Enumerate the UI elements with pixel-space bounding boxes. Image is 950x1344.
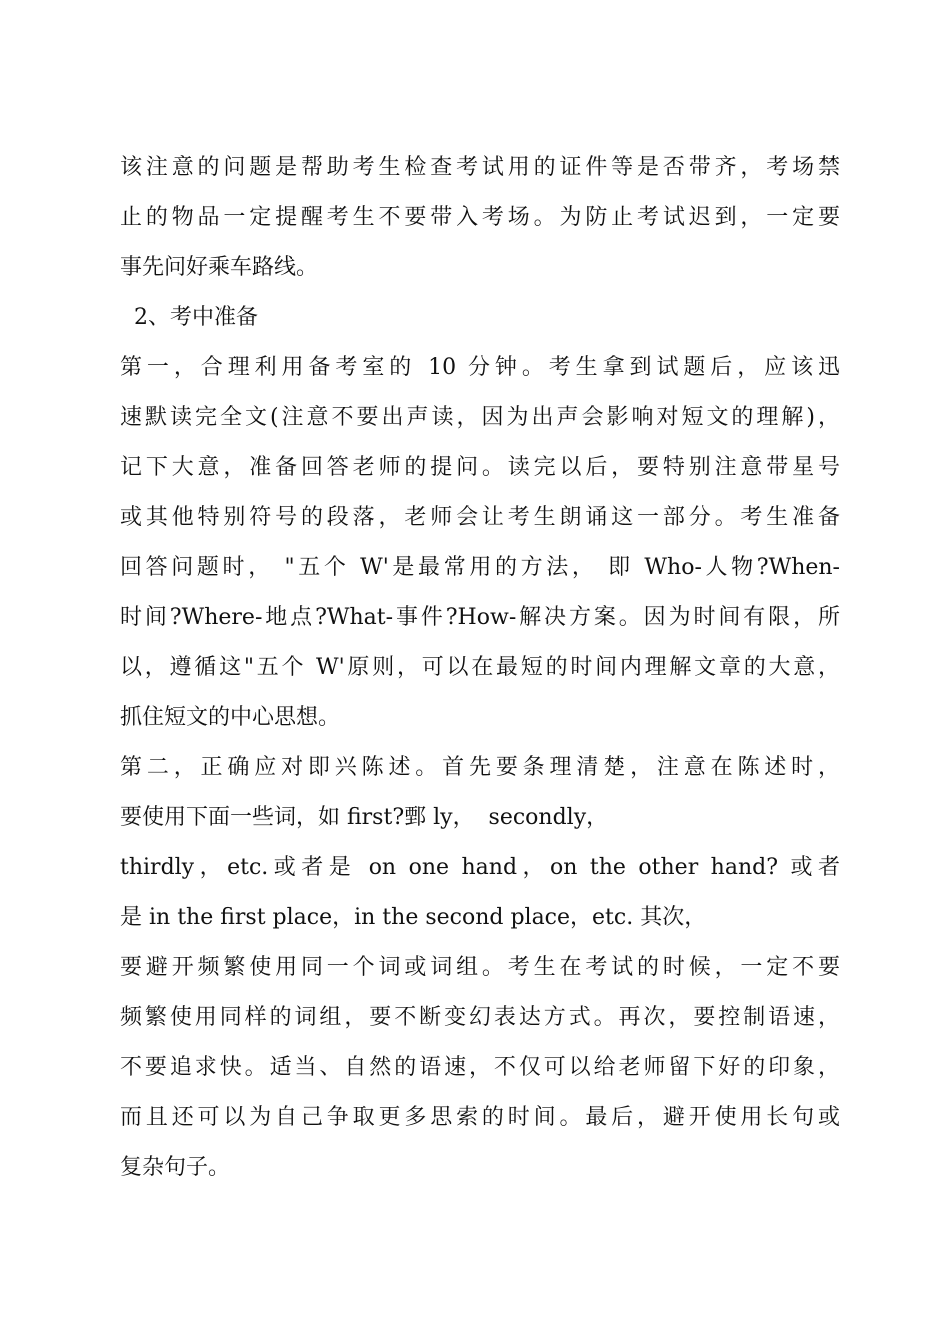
text-line-21: 复杂句子。 <box>120 1155 231 1180</box>
section-heading: 2、考中准备 <box>120 305 258 330</box>
text-line-10: 时间?Where-地点?What-事件?How-解决方案。因为时间有限，所 <box>120 605 840 630</box>
text-line-1: 该注意的问题是帮助考生检查考试用的证件等是否带齐，考场禁 <box>120 155 840 180</box>
text-line-18: 频繁使用同样的词组，要不断变幻表达方式。再次，要控制语速， <box>120 1005 840 1030</box>
text-line-9: 回答问题时， "五个 W'是最常用的方法， 即 Who-人物?When- <box>120 555 840 580</box>
text-line-7: 记下大意，准备回答老师的提问。读完以后，要特别注意带星号 <box>120 455 840 480</box>
text-line-8: 或其他特别符号的段落，老师会让考生朗诵这一部分。考生准备 <box>120 505 840 530</box>
text-line-14: 要使用下面一些词，如 first?鄄 ly， secondly， <box>120 805 609 830</box>
text-line-6: 速默读完全文(注意不要出声读，因为出声会影响对短文的理解)， <box>120 405 840 430</box>
text-line-2: 止的物品一定提醒考生不要带入考场。为防止考试迟到，一定要 <box>120 205 840 230</box>
text-line-3: 事先问好乘车路线。 <box>120 255 319 280</box>
text-line-17: 要避开频繁使用同一个词或词组。考生在考试的时候，一定不要 <box>120 955 840 980</box>
text-line-13: 第二，正确应对即兴陈述。首先要条理清楚，注意在陈述时， <box>120 755 840 780</box>
text-line-12: 抓住短文的中心思想。 <box>120 705 341 730</box>
text-line-5: 第一，合理利用备考室的 10 分钟。考生拿到试题后，应该迅 <box>120 355 840 380</box>
text-line-19: 不要追求快。适当、自然的语速，不仅可以给老师留下好的印象， <box>120 1055 840 1080</box>
document-page <box>120 143 840 1193</box>
text-line-16: 是 in the first place，in the second place，etc. 其次， <box>120 905 707 930</box>
text-line-20: 而且还可以为自己争取更多思索的时间。最后，避开使用长句或 <box>120 1105 840 1130</box>
text-line-11: 以，遵循这"五个 W'原则，可以在最短的时间内理解文章的大意， <box>120 655 840 680</box>
text-line-15: thirdly，etc.或者是 on one hand，on the other hand? 或者 <box>120 855 840 880</box>
